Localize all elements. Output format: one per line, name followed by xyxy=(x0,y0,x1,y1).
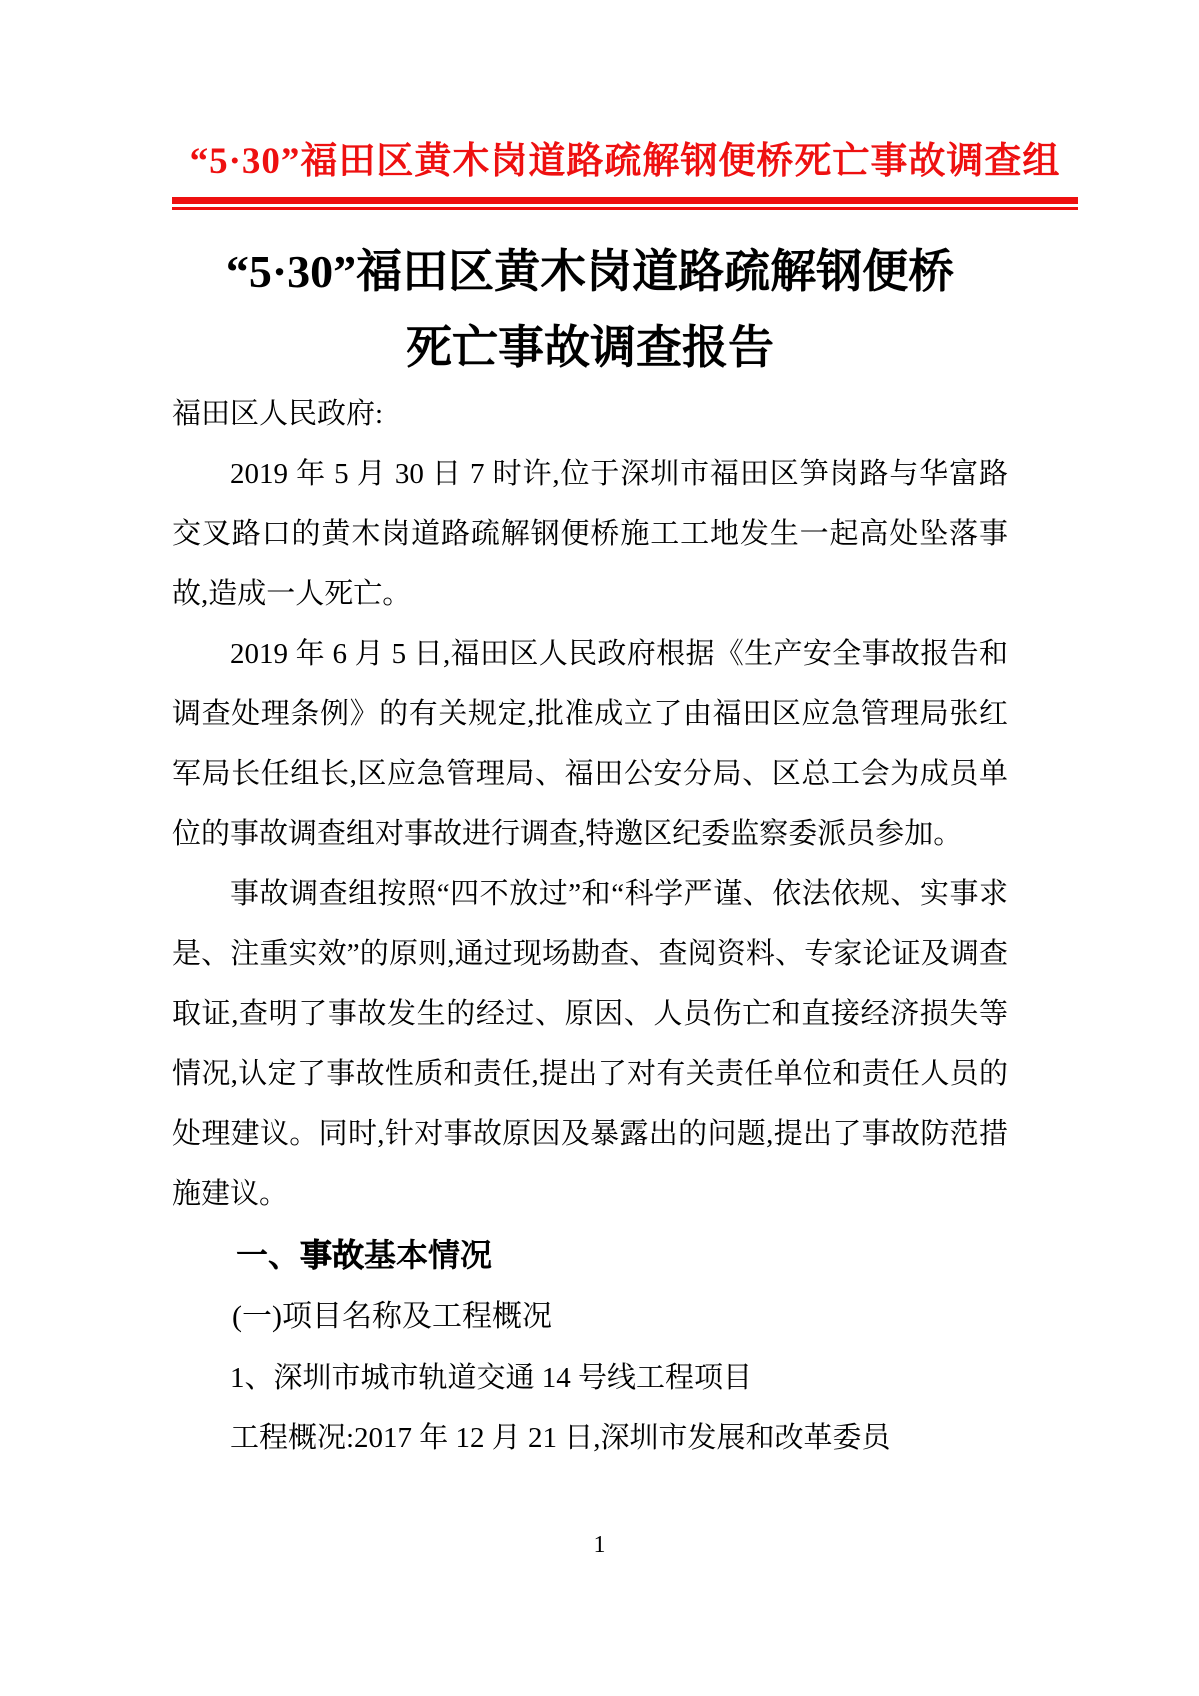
section-heading-1 xyxy=(172,1224,1008,1286)
paragraph-investigation-principles: 事故调查组按照“四不放过”和“科学严谨、依法依规、实事求是、注重实效”的原则,通过现场勘查、查阅资料、专家论证及调查取证,查明了事故发生的经过、原因、人员伤亡和直接经济损失等情况,认定了事故性质和责任,提出了对有关责任单位和责任人员的处理建议。同时,针对事故原因及暴露出的问题,提出了事故防范措施建议。 xyxy=(172,878,1008,1210)
report-body xyxy=(172,384,1008,1468)
letterhead-committee-name: “5·30”福田区黄木岗道路疏解钢便桥死亡事故调查组 xyxy=(189,141,1061,182)
subsection-heading-project-name: (一)项目名称及工程概况 xyxy=(232,1300,552,1333)
section-heading-numeral: 一、 xyxy=(236,1237,301,1273)
section-heading-rest: 基本情况 xyxy=(364,1237,493,1273)
paragraph-project-overview: 工程概况:2017 年 12 月 21 日,深圳市发展和改革委员 xyxy=(230,1422,891,1454)
document-title xyxy=(172,234,1008,386)
letterhead-divider xyxy=(172,197,1078,210)
letterhead-divider-thick-line xyxy=(172,197,1078,204)
document-title-line-1: “5·30”福田区黄木岗道路疏解钢便桥 xyxy=(225,246,955,297)
letterhead xyxy=(172,130,1078,210)
paragraph-incident-summary: 2019 年 5 月 30 日 7 时许,位于深圳市福田区笋岗路与华富路交叉路口的黄木岗道路疏解钢便桥施工工地发生一起高处坠落事故,造成一人死亡。 xyxy=(172,458,1008,610)
document-title-line-2: 死亡事故调查报告 xyxy=(406,322,774,373)
paragraph-investigation-team: 2019 年 6 月 5 日,福田区人民政府根据《生产安全事故报告和调查处理条例》的有关规定,批准成立了由福田区应急管理局张红军局长任组长,区应急管理局、福田公安分局、区总工会为成员单位的事故调查组对事故进行调查,特邀区纪委监察委派员参加。 xyxy=(172,638,1008,850)
page-number: 1 xyxy=(593,1532,606,1558)
letterhead-divider-thin-line xyxy=(172,207,1078,210)
subsection-item-metro-line-14: 1、深圳市城市轨道交通 14 号线工程项目 xyxy=(230,1362,753,1394)
section-heading-emphasis: 事故 xyxy=(300,1237,365,1273)
salutation: 福田区人民政府: xyxy=(172,398,384,430)
